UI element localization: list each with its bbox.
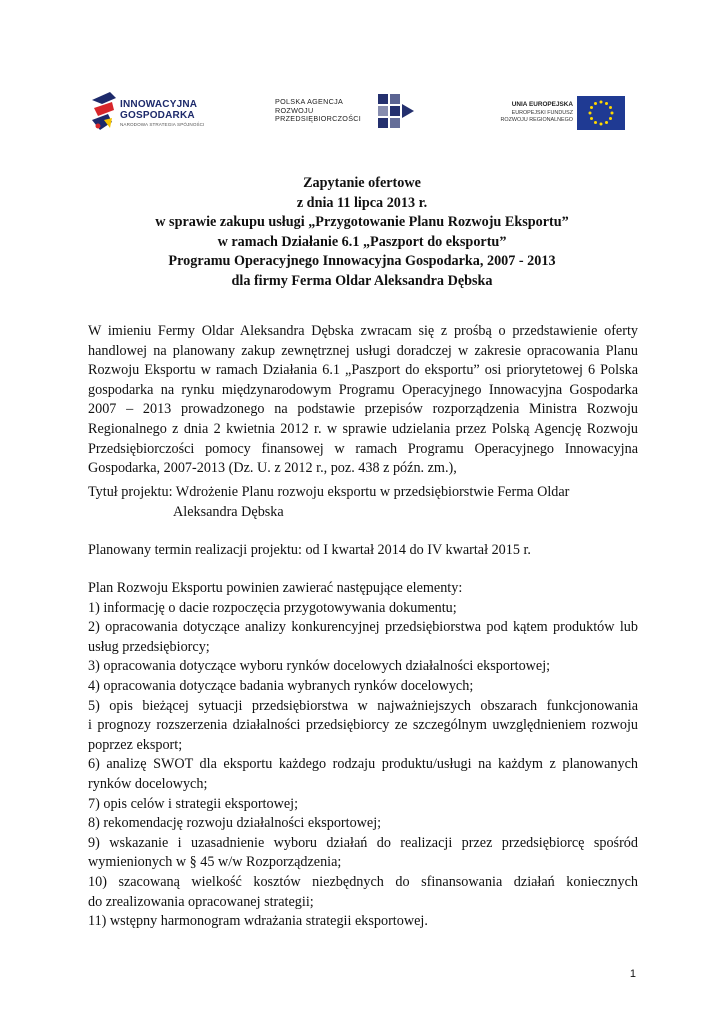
innowacyjna-gospodarka-emblem-icon [90,90,118,136]
plan-list-line: 11) wstępny harmonogram wdrażania strategii eksportowej. [88,913,428,930]
plan-list-line: 10) szacowaną wielkość kosztów niezbędnych do sfinansowania działań koniecznych [88,873,638,890]
parp-logo [272,90,422,136]
plan-list-line: usług przedsiębiorcy; [88,638,210,655]
plan-elements [88,579,638,932]
plan-list-line: i prognozy rozszerzenia działalności przedsiębiorcy ze szczególnym uwzględnieniem rozwoju [88,717,638,734]
title-line-3: w sprawie zakupu usługi „Przygotowanie Planu Rozwoju Eksportu” [155,214,569,231]
intro-line: Rozwoju Eksportu w ramach Działania 6.1 „Paszport do eksportu” osi priorytetowej 6 Polska [88,362,638,379]
page-number: 1 [629,968,636,980]
logo-parp-text [275,98,361,124]
plan-list-line: rynków docelowych; [88,775,208,792]
project-title-line1: Tytuł projektu: Wdrożenie Planu rozwoju eksportu w przedsiębiorstwie Ferma Oldar [88,484,570,500]
logo-ig-line3: NARODOWA STRATEGIA SPÓJNOŚCI [120,122,205,127]
plan-list-line: 7) opis celów i strategii eksportowej; [88,795,299,812]
logo-eu-line2: EUROPEJSKI FUNDUSZ [511,110,573,116]
plan-list-line: poprzez eksport; [88,736,183,753]
intro-line: gospodarka na rynku międzynarodowym Programu Operacyjnego Innowacyjna Gospodarka [88,381,638,398]
logo-parp-line2: ROZWOJU [275,105,314,115]
plan-list-line: 3) opracowania dotyczące wyboru rynków docelowych działalności eksportowej; [88,658,551,675]
plan-list-line: do zrealizowania opracowanej strategii; [88,893,314,910]
plan-list-line: 1) informację o dacie rozpoczęcia przygotowywania dokumentu; [88,599,457,616]
project-title [88,483,638,522]
intro-line: W imieniu Fermy Oldar Aleksandra Dębska zwracam się z prośbą o przedstawienie oferty [88,323,638,339]
logo-eu-line1: UNIA EUROPEJSKA [511,101,573,108]
parp-emblem-icon [372,90,416,136]
plan-list-line: 6) analizę SWOT dla eksportu każdego rodzaju produktu/usługi na każdym z planowanych [88,756,638,773]
logo-eu-line3: ROZWOJU REGIONALNEGO [500,117,573,123]
title-line-6: dla firmy Ferma Oldar Aleksandra Dębska [231,272,493,289]
logo-parp-line3: PRZEDSIĘBIORCZOŚCI [275,114,362,124]
project-title-line2: Aleksandra Dębska [173,503,284,520]
intro-paragraph [88,322,638,479]
plan-heading: Plan Rozwoju Eksportu powinien zawierać następujące elementy: [88,580,463,596]
logo-ig-line2: GOSPODARKA [120,110,195,121]
intro-line: 2007 – 2013 prowadzonego na podstawie przepisów rozporządzenia Ministra Rozwoju [88,401,638,418]
plan-list-line: 5) opis bieżącej sytuacji przedsiębiorstwa w najważniejszych obszarach funkcjonowania [88,697,638,714]
title-line-5: Programu Operacyjnego Innowacyjna Gospodarka, 2007 - 2013 [168,253,556,270]
innowacyjna-gospodarka-logo [90,90,230,136]
logo-parp-line1: POLSKA AGENCJA [275,97,344,106]
plan-list-line: 9) wskazanie i uzasadnienie wyboru działań do realizacji przez przedsiębiorcę spośród [88,834,638,851]
plan-list [88,599,638,932]
eu-logo [490,90,625,136]
title-line-4: w ramach Działanie 6.1 „Paszport do eksportu” [217,233,507,250]
project-schedule [88,541,638,561]
document-title [80,174,644,292]
title-line-1: Zapytanie ofertowe [303,175,421,191]
plan-list-line: 4) opracowania dotyczące badania wybranych rynków docelowych; [88,677,474,694]
intro-line: Gospodarka, 2007-2013 (Dz. U. z 2012 r., poz. 438 z późn. zm.), [88,460,457,477]
intro-line: Regionalnego z dnia 2 kwietnia 2012 r. w sprawie udzielania przez Polską Agencję Rozwoju [88,420,638,437]
intro-line: Przedsiębiorczości pomocy finansowej w ramach Programu Operacyjnego Innowacyjna [88,440,638,457]
logo-ig-line1: INNOWACYJNA [120,99,198,110]
plan-list-line: wymienionych w § 45 w/w Rozporządzenia; [88,854,342,871]
project-schedule-text: Planowany termin realizacji projektu: od I kwartał 2014 do IV kwartał 2015 r. [88,542,531,558]
intro-line: handlowej na planowany zakup zewnętrznej usługi doradczej w zakresie opracowania Planu [88,342,638,359]
title-line-2: z dnia 11 lipca 2013 r. [296,194,428,211]
plan-list-line: 2) opracowania dotyczące analizy konkurencyjnej przedsiębiorstwa pod kątem produktów lub [88,619,638,636]
eu-flag-icon [577,96,625,130]
logo-bar [90,90,630,136]
plan-list-line: 8) rekomendację rozwoju działalności eksportowej; [88,815,382,832]
